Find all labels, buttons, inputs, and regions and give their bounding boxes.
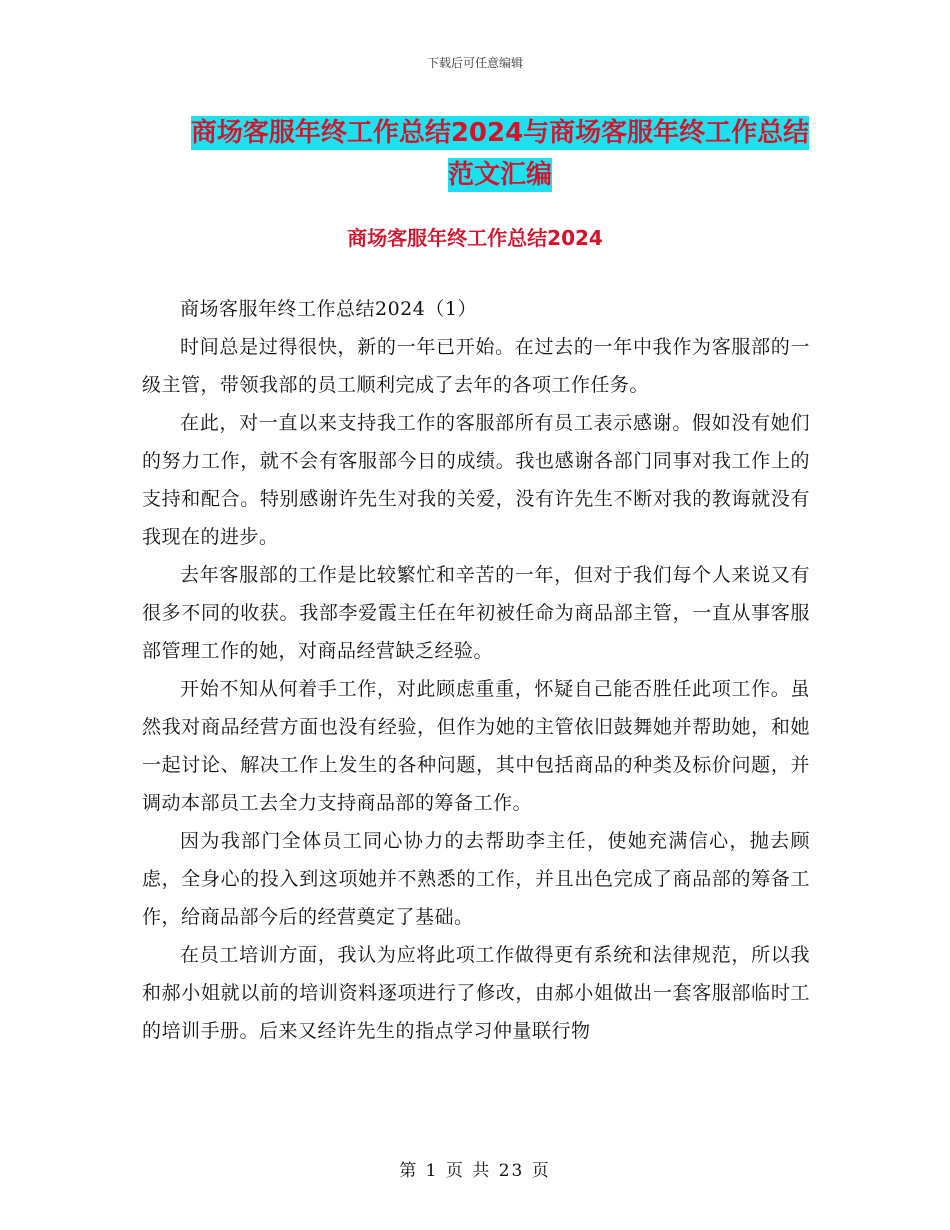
document-title-line2: 范文汇编: [447, 160, 552, 190]
paragraph: 在此，对一直以来支持我工作的客服部所有员工表示感谢。假如没有她们的努力工作，就不会有客服部今日的成绩。我也感谢各部门同事对我工作上的支持和配合。特别感谢许先生对我的关爱，没有许先生不断对我的教诲就没有我现在的进步。: [142, 412, 810, 548]
paragraph: 去年客服部的工作是比较繁忙和辛苦的一年，但对于我们每个人来说又有很多不同的收获。我部李爱霞主任在年初被任命为商品部主管，一直从事客服部管理工作的她，对商品经营缺乏经验。: [142, 564, 810, 662]
paragraph: 因为我部门全体员工同心协力的去帮助李主任，使她充满信心，抛去顾虑，全身心的投入到这项她并不熟悉的工作，并且出色完成了商品部的筹备工作，给商品部今后的经营奠定了基础。: [142, 830, 810, 928]
page-number: 第 1 页 共 23 页: [399, 1161, 551, 1181]
paragraph: 开始不知从何着手工作，对此顾虑重重，怀疑自己能否胜任此项工作。虽然我对商品经营方面也没有经验，但作为她的主管依旧鼓舞她并帮助她，和她一起讨论、解决工作上发生的各种问题，其中包括商品的种类及标价问题，并调动本部员工去全力支持商品部的筹备工作。: [142, 678, 810, 814]
document-title-line1: 商场客服年终工作总结2024与商场客服年终工作总结: [190, 118, 810, 148]
header-note: 下载后可任意编辑: [426, 56, 523, 70]
paragraph: 时间总是过得很快，新的一年已开始。在过去的一年中我作为客服部的一级主管，带领我部的员工顺利完成了去年的各项工作任务。: [142, 336, 810, 396]
paragraph: 在员工培训方面，我认为应将此项工作做得更有系统和法律规范，所以我和郝小姐就以前的培训资料逐项进行了修改，由郝小姐做出一套客服部临时工的培训手册。后来又经许先生的指点学习仲量联行物: [142, 944, 810, 1042]
document-body: [142, 290, 810, 1050]
document-title: [140, 112, 860, 196]
paragraph: 商场客服年终工作总结2024（1）: [180, 298, 477, 320]
section-heading: 商场客服年终工作总结2024: [347, 226, 603, 250]
